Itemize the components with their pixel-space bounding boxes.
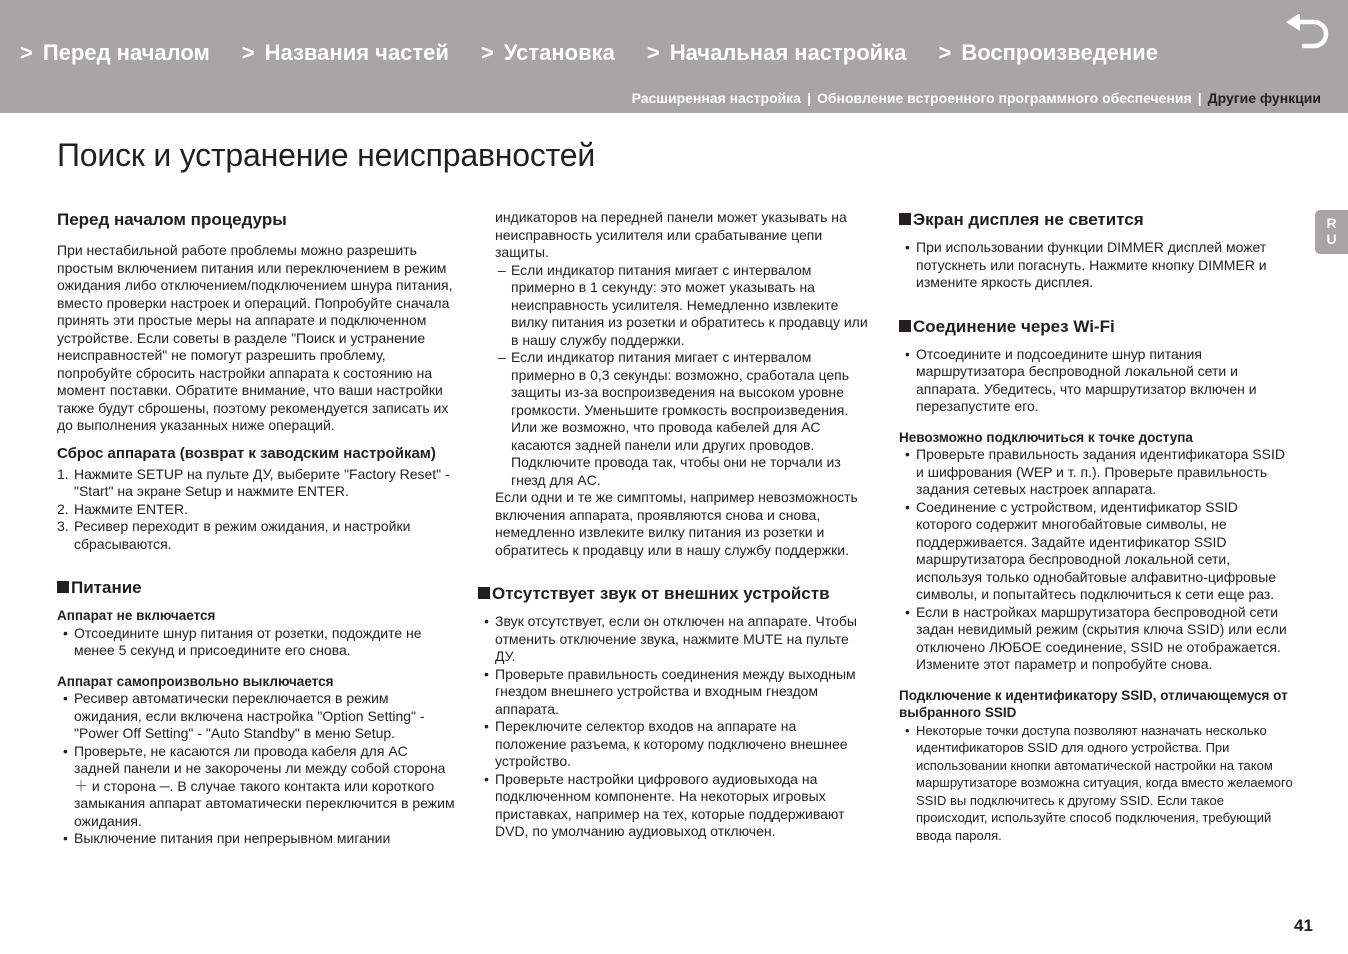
nav-arrow: > (20, 40, 33, 65)
bullet-list (899, 239, 1294, 292)
nav-arrow: > (241, 40, 255, 65)
column-left (57, 209, 457, 848)
list-item: – Если индикатор питания мигает с интервалом примерно в 1 секунду: это может указывать на неисправность усилителя. Немедленно извлеките вилку питания из розетки и обратитесь к продавцу или в нашу службу поддержки. (495, 262, 870, 350)
subsection-heading: Подключение к идентификатору SSID, отличающемуся от выбранного SSID (899, 687, 1288, 720)
list-item: • При использовании функции DIMMER дисплей может потускнеть или погаснуть. Нажмите кнопку DIMMER и измените яркость дисплея. (899, 239, 1294, 292)
nav-item-installation[interactable] (481, 40, 615, 66)
nav-arrow: > (646, 40, 660, 65)
section-heading: Перед началом процедуры (57, 210, 287, 229)
subsection-heading: Невозможно подключиться к точке доступа (899, 429, 1193, 445)
paragraph: Если одни и те же симптомы, например невозможность включения аппарата, проявляются снова и снова, немедленно извлеките вилку питания из розетки и обратитесь к продавцу или в нашу службу поддержки. (495, 489, 858, 558)
list-item: • Выключение питания при непрерывном мигании (57, 830, 457, 848)
subnav-separator: | (807, 90, 811, 106)
section-heading: Сброс аппарата (возврат к заводским настройкам) (57, 444, 436, 462)
subnav-separator: | (1197, 90, 1202, 106)
bullet-list (57, 690, 457, 848)
language-tab-letter: R (1326, 215, 1337, 231)
list-item: • Отсоедините шнур питания от розетки, подождите не менее 5 секунд и присоедините его снова. (57, 625, 457, 660)
list-item (57, 501, 457, 519)
bullet-list (57, 625, 457, 660)
language-tab-letter: U (1326, 231, 1337, 247)
list-item: • Соединение с устройством, идентификатор SSID которого содержит многобайтовые символы, не поддерживается. Задайте идентификатор SSID маршрутизатора беспроводной локальной сети, используя только однобайтовые алфавитно-цифровые символы, и попытайтесь подключиться к сети еще раз. (899, 499, 1294, 604)
nav-item-label: Начальная настройка (669, 40, 907, 65)
list-item: • Звук отсутствует, если он отключен на аппарате. Чтобы отменить отключение звука, нажмите MUTE на пульте ДУ. (478, 613, 870, 666)
nav-arrow: > (938, 40, 952, 65)
header-bar (0, 0, 1348, 113)
list-item: • Ресивер автоматически переключается в режим ожидания, если включена настройка "Option Setting" - "Power Off Setting" - "Auto Standby" в меню Setup. (57, 690, 457, 743)
language-tab[interactable] (1315, 210, 1348, 254)
nav-item-label: Названия частей (264, 40, 449, 65)
list-item: • Проверьте, не касаются ли провода кабеля для AC задней панели и не закорочены ли между собой сторона ＋ и сторона ─. В случае такого контакта или короткого замыкания аппарат автоматически переключится в режим ожидания. (57, 743, 457, 831)
nav-item-label: Установка (503, 40, 615, 65)
main-nav (20, 40, 1190, 66)
nav-item-initial-setup[interactable] (647, 40, 907, 66)
nav-item-label: Воспроизведение (961, 40, 1158, 65)
step-number: 2. (57, 500, 69, 517)
paragraph: индикаторов на передней панели может указывать на неисправность усилителя или срабатывание цепи защиты. (495, 209, 847, 260)
section-heading: Отсутствует звук от внешних устройств (478, 583, 870, 604)
step-number: 3. (57, 518, 69, 534)
bullet-list (478, 613, 870, 841)
list-item: • Проверьте правильность соединения между выходным гнездом внешнего устройства и входным гнездом аппарата. (478, 666, 870, 719)
bullet-list (899, 346, 1294, 416)
list-item: – Если индикатор питания мигает с интервалом примерно в 0,3 секунды: возможно, сработала цепь защиты из-за воспроизведения на высоком уровне громкости. Уменьшите громкость воспроизведения. Или же возможно, что провода кабелей для AC касаются задней панели или других проводов. Подключите провода так, чтобы они не торчали из гнезд для AC. (495, 349, 870, 489)
section-heading: Соединение через Wi-Fi (899, 316, 1294, 337)
step-number: 1. (57, 465, 69, 482)
list-item: • Если в настройках маршрутизатора беспроводной сети задан невидимый режим (скрытия ключа SSID) или если отключено ЛЮБОЕ соединение, SSID не отображается. Измените этот параметр и попробуйте снова. (899, 604, 1294, 674)
return-arrow-icon[interactable] (1284, 14, 1332, 52)
nav-item-label: Перед началом (42, 40, 210, 65)
list-item: • Проверьте настройки цифрового аудиовыхода на подключенном компоненте. На некоторых игровых приставках, например на тех, которые поддерживают DVD, по умолчанию аудиовыход отключен. (478, 771, 870, 841)
page-title: Поиск и устранение неисправностей (57, 137, 596, 173)
subnav-advanced-setup[interactable]: Расширенная настройка (631, 90, 802, 106)
page-number: 41 (1294, 916, 1313, 935)
step-text: Ресивер переходит в режим ожидания, и настройки сбрасываются. (74, 518, 411, 552)
bullet-list (899, 446, 1294, 674)
subnav-firmware-update[interactable]: Обновление встроенного программного обеспечения (816, 90, 1192, 106)
list-item: • Проверьте правильность задания идентификатора SSID и шифрования (WEP и т. п.). Проверьте правильность задания сетевых настроек аппарата. (899, 446, 1294, 499)
dash-list (495, 262, 870, 490)
section-heading: Питание (57, 577, 457, 598)
list-item: • Отсоедините и подсоедините шнур питания маршрутизатора беспроводной локальной сети и аппарата. Убедитесь, что маршрутизатор включен и перезапустите его. (899, 346, 1294, 416)
step-text: Нажмите ENTER. (74, 500, 188, 517)
nav-item-part-names[interactable] (242, 40, 449, 66)
nav-arrow: > (480, 40, 494, 65)
subsection-heading: Аппарат самопроизвольно выключается (57, 673, 334, 689)
column-middle (492, 209, 870, 841)
list-item: • Некоторые точки доступа позволяют назначать несколько идентификаторов SSID для одного устройства. При использовании кнопки автоматической настройки на таком маршрутизаторе возможна ситуация, когда вместо желаемого SSID вы подключитесь к другому SSID. Если такое происходит, используйте способ подключения, требующий ввода пароля. (899, 722, 1294, 845)
step-text: Нажмите SETUP на пульте ДУ, выберите "Factory Reset" - "Start" на экране Setup и нажмите ENTER. (74, 465, 450, 499)
reset-steps-list (57, 466, 457, 554)
section-heading: Экран дисплея не светится (899, 209, 1294, 230)
subnav-other-functions[interactable]: Другие функции (1207, 90, 1321, 106)
list-item (57, 518, 457, 553)
nav-item-playback[interactable] (938, 40, 1157, 66)
paragraph: При нестабильной работе проблемы можно разрешить простым включением питания или переключением в режим ожидания либо отключением/подключением шнура питания, вместо проверки настроек и операций. Попробуйте сначала принять эти простые меры на аппарате и подключенном устройстве. Если советы в разделе "Поиск и устранение неисправностей" не помогут разрешить проблему, попробуйте сбросить настройки аппарата к состоянию на момент поставки. Обратите внимание, что ваши настройки также будут сброшены, поэтому рекомендуется записать их до выполнения указанных ниже операций. (57, 242, 453, 433)
subsection-heading: Аппарат не включается (57, 608, 216, 623)
sub-nav (632, 90, 1321, 106)
column-right (899, 209, 1294, 844)
nav-item-before-start[interactable] (20, 40, 210, 66)
list-item: • Переключите селектор входов на аппарате на положение разъема, к которому подключено внешнее устройство. (478, 718, 870, 771)
bullet-list (899, 722, 1294, 845)
list-item (57, 466, 457, 501)
